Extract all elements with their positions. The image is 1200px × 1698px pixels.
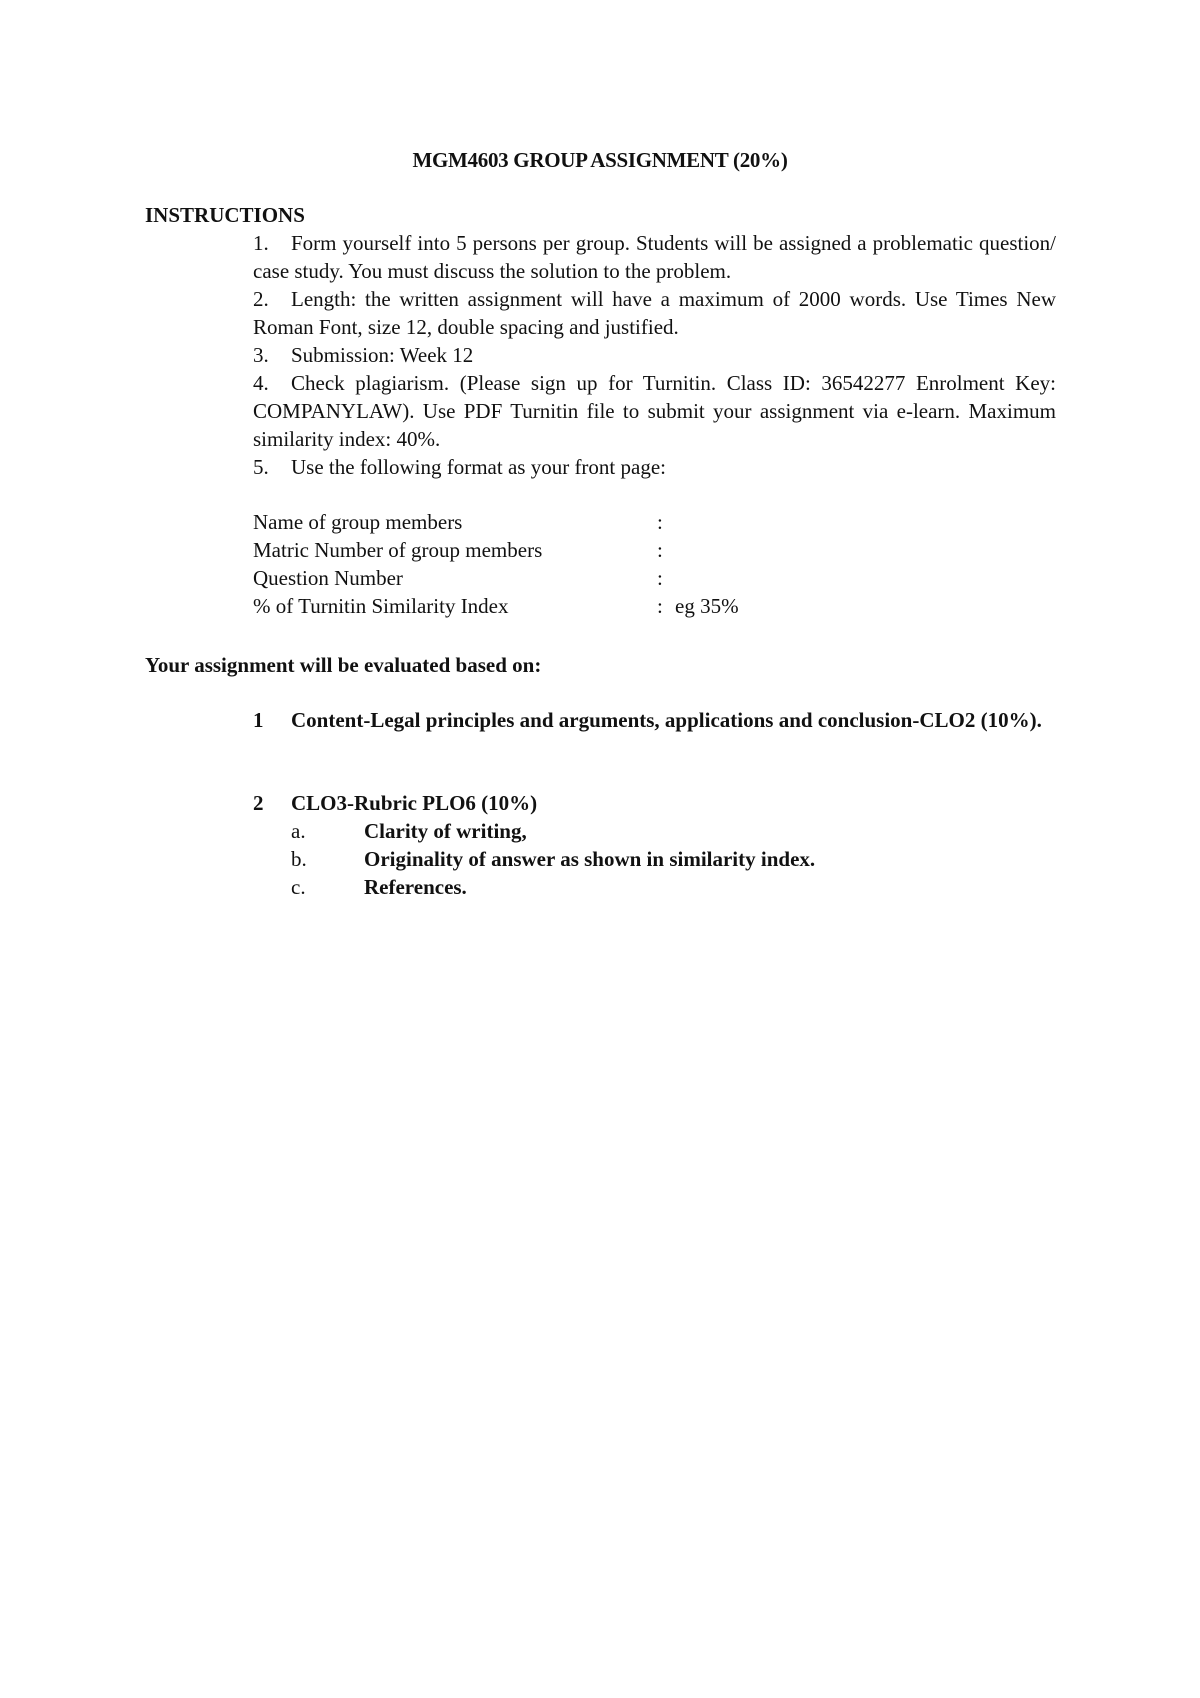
instruction-item xyxy=(253,369,1056,453)
front-page-row xyxy=(253,592,1056,620)
front-page-row xyxy=(253,536,1056,564)
criterion-item xyxy=(253,706,1056,734)
instruction-number: 3. xyxy=(253,343,269,367)
instruction-text: Use the following format as your front page: xyxy=(291,455,666,479)
criterion-number: 1 xyxy=(253,708,264,732)
instructions-heading: INSTRUCTIONS xyxy=(145,203,305,227)
front-page-format xyxy=(253,508,1056,620)
front-page-colon: : xyxy=(657,538,663,562)
sub-item-letter: a. xyxy=(291,819,306,843)
front-page-row xyxy=(253,508,1056,536)
sub-item-text: References. xyxy=(364,875,467,899)
criterion-sub-item xyxy=(291,845,1056,873)
front-page-row xyxy=(253,564,1056,592)
instruction-text: Submission: Week 12 xyxy=(291,343,474,367)
criterion-sub-list xyxy=(291,817,1056,901)
instruction-text: Length: the written assignment will have a maximum of 2000 words. Use Times New Roman Font, size 12, double spacing and justified. xyxy=(253,287,1056,339)
front-page-label: Matric Number of group members xyxy=(253,538,543,562)
instruction-item xyxy=(253,453,1056,481)
sub-item-text: Clarity of writing, xyxy=(364,819,527,843)
evaluation-heading: Your assignment will be evaluated based on: xyxy=(145,653,542,677)
front-page-colon: : xyxy=(657,594,663,618)
front-page-colon: : xyxy=(657,566,663,590)
sub-item-letter: b. xyxy=(291,847,307,871)
instruction-item xyxy=(253,341,1056,369)
criterion-text: Content-Legal principles and arguments, applications and conclusion-CLO2 (10%). xyxy=(291,708,1042,732)
criterion-number: 2 xyxy=(253,791,264,815)
sub-item-text: Originality of answer as shown in similarity index. xyxy=(364,847,816,871)
front-page-label: % of Turnitin Similarity Index xyxy=(253,594,509,618)
instruction-item xyxy=(253,229,1056,285)
criterion-item xyxy=(253,789,1056,901)
criterion-text: CLO3-Rubric PLO6 (10%) xyxy=(291,791,538,815)
instruction-number: 2. xyxy=(253,287,269,311)
criterion-sub-item xyxy=(291,873,1056,901)
front-page-colon: : xyxy=(657,510,663,534)
instruction-text: Form yourself into 5 persons per group. Students will be assigned a problematic question/ case study. You must discuss the solution to the problem. xyxy=(253,231,1056,283)
front-page-label: Name of group members xyxy=(253,510,463,534)
instruction-number: 5. xyxy=(253,455,269,479)
sub-item-letter: c. xyxy=(291,875,306,899)
front-page-value: eg 35% xyxy=(675,594,739,618)
instruction-text: Check plagiarism. (Please sign up for Turnitin. Class ID: 36542277 Enrolment Key: COMPANYLAW). Use PDF Turnitin file to submit your assignment via e-learn. Maximum similarity index: 40%. xyxy=(253,371,1056,451)
document-title: MGM4603 GROUP ASSIGNMENT (20%) xyxy=(412,148,788,172)
criterion-header xyxy=(253,789,1056,817)
instruction-number: 1. xyxy=(253,231,269,255)
criterion-sub-item xyxy=(291,817,1056,845)
front-page-label: Question Number xyxy=(253,566,403,590)
instruction-item xyxy=(253,285,1056,341)
instructions-list xyxy=(253,229,1056,481)
instruction-number: 4. xyxy=(253,371,269,395)
